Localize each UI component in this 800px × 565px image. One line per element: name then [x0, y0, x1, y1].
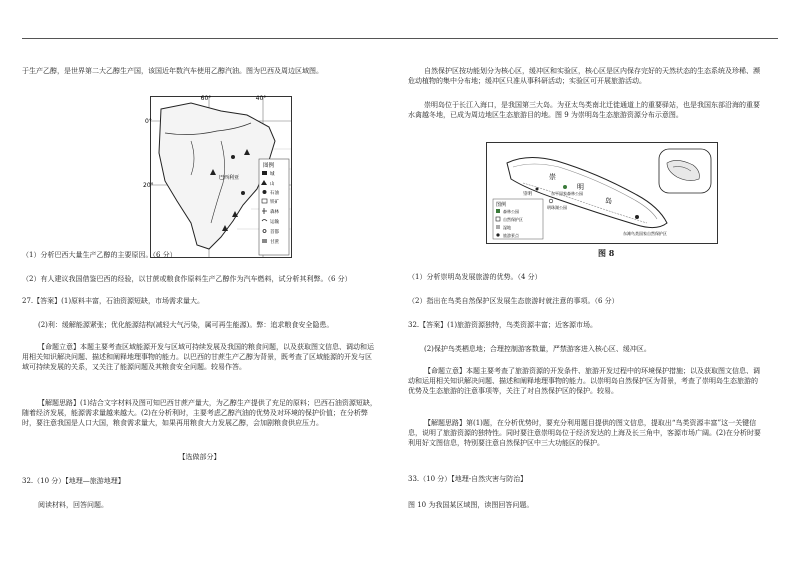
question-1: （1）分析巴西大量生产乙醇的主要原因。（6 分）	[22, 251, 177, 259]
question-33-heading: 33.（10 分）【地理-自然灾害与防治】	[408, 475, 528, 483]
question-32-heading: 32.（10 分）【地理—旅游地理】	[22, 477, 125, 485]
legend-item: 森林公园	[503, 209, 519, 214]
legend-title: 图例	[263, 163, 275, 169]
legend-item: 湿地	[503, 225, 511, 230]
question-1: （1）分析崇明岛发展旅游的优势。（4 分）	[408, 273, 542, 281]
place-forest-park: 东平国家森林公园	[551, 191, 583, 196]
reserve-paragraph: 自然保护区按功能划分为核心区，缓冲区和实验区，核心区是区内保存完好的天然状态的生态系统及珍稀、濒危动植物的集中分布地；缓冲区只准从事科研活动；实验区可开展旅游活动。	[408, 67, 760, 85]
lat2-label: 20°	[143, 182, 154, 189]
brazil-map-svg	[143, 95, 291, 257]
chongming-paragraph: 崇明岛位于长江入海口，是我国第三大岛。为亚太鸟类南北迁徙通道上的重要驿站，也是我国东部沿海的重要水禽越冬地，已成为周边地区生态旅游目的地。图 9 为崇明岛生态旅游资源分布示意图。	[408, 101, 760, 119]
answer-27-2: (2)利：缓解能源紧张；优化能源结构(减轻大气污染，属可再生能源)。弊：追求粮食安全隐患。	[38, 321, 334, 329]
lon1-label: 60°	[200, 95, 212, 102]
question-2: （2）有人建议我国借鉴巴西的经验，以甘蔗或粮食作原料生产乙醇作为汽车燃料，试分析其利弊。（6 分）	[22, 275, 352, 283]
intent-paragraph: 【命题立意】本题主要考查区域能源开发与区域可持续发展及我国的粮食问题，以及获取图文信息、调动和运用相关知识解决问题、描述和阐释地理事物的能力。以巴西的甘蔗生产乙醇为背景，既考查了区域能源的开发与区域可持续发展的关系，又关注了能源问题及其粮食安全问题。较易作答。	[22, 343, 374, 371]
figure-caption: 图 8	[598, 248, 615, 258]
place-mingzhu-lake: 明珠湖公园	[547, 205, 567, 210]
island-char-ming: 明	[577, 183, 584, 191]
elective-heading: 【选做部分】	[178, 453, 221, 461]
header-rule	[22, 38, 778, 39]
legend-item: 旅游景点	[503, 233, 519, 238]
city-chongming: 崇明	[523, 192, 532, 197]
answer-32: 32.【答案】(1)旅游资源独特，鸟类资源丰富；近客源市场。	[408, 321, 598, 329]
brazil-map	[143, 95, 292, 258]
lat1-label: 0°	[145, 118, 152, 125]
read-instruction: 阅读材料，回答问题。	[38, 501, 108, 509]
chongming-map	[486, 142, 718, 244]
answer-32-2: (2)保护鸟类栖息地；合理控制游客数量，严禁游客进入核心区、缓冲区。	[424, 345, 651, 353]
legend-item: 森林	[270, 210, 279, 215]
chongming-legend	[493, 199, 543, 239]
place-bird-reserve: 东滩鸟类国家自然保护区	[623, 231, 667, 236]
city-label: 巴西利亚	[219, 175, 240, 181]
legend-title: 图例	[496, 202, 507, 208]
map-legend	[259, 159, 289, 255]
question-33-read: 图 10 为我国某区域图，读图回答问题。	[408, 501, 534, 509]
idea-paragraph: 【解题思路】第(1)题，在分析优势时，要充分利用题目提供的图文信息，提取出“鸟类资源丰富”这一关键信息，说明了旅游资源的独特性。同时要注意崇明岛位于经济发达的上海及长三角中，客源市场广阔。(2)在分析时要利用好文图信息，特别要注意自然保护区中三大功能区的保护。	[408, 419, 761, 447]
chongming-map-svg	[487, 143, 717, 243]
intent-paragraph: 【命题立意】本题主要考查了旅游资源的开发条件、旅游开发过程中的环境保护措施；以及获取图文信息、调动和运用相关知识解决问题、描述和阐释地理事物的能力。以崇明岛自然保护区为背景，考查了崇明岛生态旅游的优势及生态旅游的注意事项等，关注了对自然保护区的保护。较易。	[408, 367, 760, 395]
question-2: （2）指出在鸟类自然保护区发展生态旅游时就注意的事项。（6 分）	[408, 297, 619, 305]
legend-item: 自然保护区	[503, 217, 523, 222]
island-char-chong: 崇	[549, 173, 556, 181]
legend-item: 铁矿	[270, 200, 279, 205]
legend-item: 运输	[270, 220, 279, 225]
lon2-label: 40°	[255, 95, 267, 102]
idea-paragraph: 【解题思路】(1)结合文字材料及图可知巴西甘蔗产量大，为乙醇生产提供了充足的原料；巴西石油资源短缺，随着经济发展，能源需求量越来越大。(2)在分析利时，主要考虑乙醇汽油的优势及对环境的保护价值；在分析弊时，要注意我国是人口大国，粮食需求量大，如果再用粮食大力发展乙醇，会加剧粮食供应压力。	[22, 399, 377, 427]
legend-item: 城	[270, 172, 275, 177]
legend-item: 首都	[270, 230, 279, 235]
legend-item: 石油	[270, 191, 279, 196]
answer-27: 27.【答案】(1)原料丰富，石油资源短缺，市场需求量大。	[22, 297, 205, 305]
legend-item: 山	[270, 182, 275, 187]
legend-item: 甘蔗	[270, 240, 279, 245]
island-char-dao: 岛	[605, 197, 612, 205]
intro-text: 于生产乙醇，是世界第二大乙醇生产国，该国近年数汽车使用乙醇汽油。图为巴西及周边区域图。	[22, 67, 323, 75]
